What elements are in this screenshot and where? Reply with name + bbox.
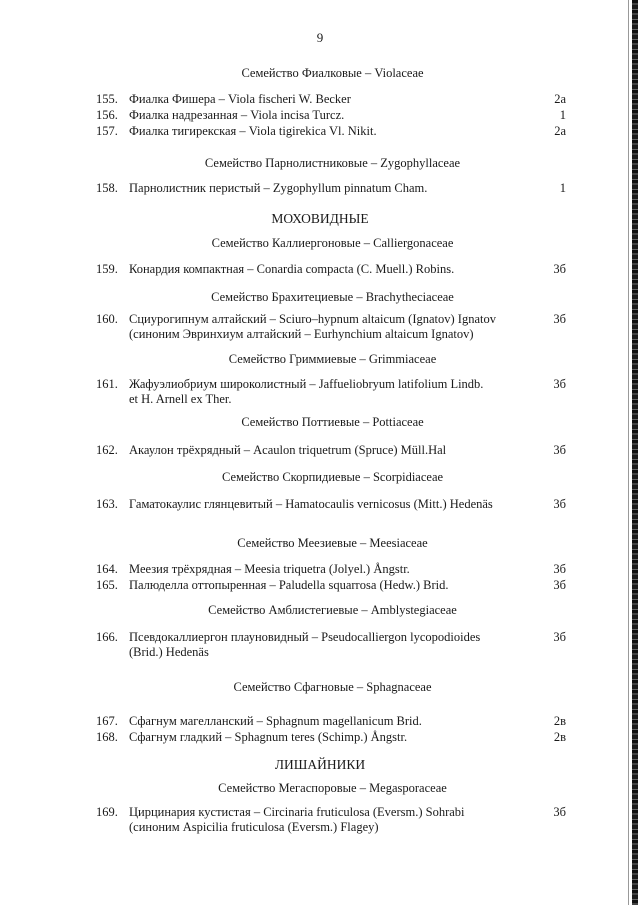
entry-name	[129, 377, 529, 407]
entry-name-line2: et H. Arnell ex Ther.	[129, 392, 232, 406]
rarity-category: 1	[559, 181, 566, 195]
entry-number: 166.	[96, 630, 118, 644]
family-heading: Семейство Брахитециевые – Brachytheciaceae	[211, 290, 454, 304]
family-heading: Семейство Фиалковые – Violaceae	[241, 66, 424, 80]
family-heading: Семейство Парнолистниковые – Zygophyllaceae	[204, 156, 461, 170]
rarity-category: 2а	[554, 92, 566, 106]
family-heading: Семейство Поттиевые – Pottiaceae	[241, 415, 424, 429]
rarity-category: 3б	[553, 578, 566, 592]
entry-name-line1: Сфагнум магелланский – Sphagnum magellanicum Brid.	[129, 714, 422, 728]
rarity-category: 3б	[553, 630, 566, 644]
rarity-category: 3б	[553, 262, 566, 276]
entry-name-line1: Парнолистник перистый – Zygophyllum pinnatum Cham.	[129, 181, 428, 195]
entry-name-line1: Жафуэлиобриум широколистный – Jaffueliobryum latifolium Lindb.	[129, 377, 484, 391]
entry-name	[129, 562, 529, 577]
entry-number: 165.	[96, 578, 118, 592]
entry-number: 156.	[96, 108, 118, 122]
entry-name	[129, 262, 529, 277]
entry-name-line2: (Brid.) Hedenäs	[129, 645, 209, 659]
entry-name	[129, 92, 529, 107]
entry-name-line2: (синоним Эвринхиум алтайский – Eurhynchium altaicum Ignatov)	[129, 327, 474, 341]
scan-edge-band	[632, 0, 638, 905]
rarity-category: 2а	[554, 124, 566, 138]
scan-edge-border	[626, 0, 640, 905]
entry-name-line1: Цирцинария кустистая – Circinaria fruticulosa (Eversm.) Sohrabi	[129, 805, 465, 819]
entry-number: 158.	[96, 181, 118, 195]
rarity-category: 2в	[553, 714, 566, 728]
entry-number: 169.	[96, 805, 118, 819]
entry-number: 167.	[96, 714, 118, 728]
entry-name	[129, 312, 529, 342]
entry-name-line1: Конардия компактная – Conardia compacta (C. Muell.) Robins.	[129, 262, 455, 276]
entry-name	[129, 443, 529, 458]
entry-name-line1: Фиалка тигирекская – Viola tigirekica Vl. Nikit.	[129, 124, 377, 138]
entry-number: 161.	[96, 377, 118, 391]
rarity-category: 3б	[553, 443, 566, 457]
rarity-category: 3б	[553, 312, 566, 326]
family-heading: Семейство Сфагновые – Sphagnaceae	[233, 680, 432, 694]
family-heading: Семейство Амблистегиевые – Amblystegiaceae	[208, 603, 457, 617]
entry-name-line1: Фиалка Фишера – Viola fischeri W. Becker	[129, 92, 351, 106]
entry-name-line1: Палюделла оттопыренная – Paludella squarrosa (Hedw.) Brid.	[129, 578, 449, 592]
entry-name	[129, 181, 529, 196]
family-heading: Семейство Гриммиевые – Grimmiaceae	[228, 352, 437, 366]
entry-name	[129, 714, 529, 729]
entry-name	[129, 124, 529, 139]
entry-name	[129, 805, 529, 835]
group-heading: МОХОВИДНЫЕ	[271, 211, 369, 226]
page-number: 9	[316, 30, 324, 45]
rarity-category: 3б	[553, 562, 566, 576]
entry-number: 163.	[96, 497, 118, 511]
entry-name-line1: Сциурогипнум алтайский – Sciuro–hypnum altaicum (Ignatov) Ignatov	[129, 312, 496, 326]
entry-name	[129, 578, 529, 593]
entry-number: 162.	[96, 443, 118, 457]
entry-name-line1: Сфагнум гладкий – Sphagnum teres (Schimp.) Ångstr.	[129, 730, 408, 744]
group-heading: ЛИШАЙНИКИ	[274, 757, 366, 772]
entry-number: 159.	[96, 262, 118, 276]
family-heading: Семейство Каллиергоновые – Calliergonaceae	[211, 236, 454, 250]
entry-number: 164.	[96, 562, 118, 576]
rarity-category: 3б	[553, 497, 566, 511]
rarity-category: 2в	[553, 730, 566, 744]
entry-name	[129, 630, 529, 660]
entry-name-line1: Фиалка надрезанная – Viola incisa Turcz.	[129, 108, 345, 122]
entry-name	[129, 730, 529, 745]
entry-name-line1: Гаматокаулис глянцевитый – Hamatocaulis vernicosus (Mitt.) Hedenäs	[129, 497, 493, 511]
entry-name	[129, 108, 529, 123]
entry-name-line1: Псевдокаллиергон плауновидный – Pseudocalliergon lycopodioides	[129, 630, 481, 644]
family-heading: Семейство Мегаспоровые – Megasporaceae	[218, 781, 447, 795]
entry-number: 160.	[96, 312, 118, 326]
family-heading: Семейство Меезиевые – Meesiaceae	[237, 536, 428, 550]
entry-name-line1: Акаулон трёхрядный – Acaulon triquetrum (Spruce) Müll.Hal	[129, 443, 447, 457]
rarity-category: 1	[559, 108, 566, 122]
rarity-category: 3б	[553, 805, 566, 819]
entry-number: 168.	[96, 730, 118, 744]
entry-name-line2: (синоним Aspicilia fruticulosa (Eversm.) Flagey)	[129, 820, 379, 834]
entry-name-line1: Меезия трёхрядная – Meesia triquetra (Jolyel.) Ångstr.	[129, 562, 410, 576]
entry-name	[129, 497, 529, 512]
entry-number: 157.	[96, 124, 118, 138]
entry-number: 155.	[96, 92, 118, 106]
rarity-category: 3б	[553, 377, 566, 391]
scan-edge-line	[628, 0, 629, 905]
family-heading: Семейство Скорпидиевые – Scorpidiaceae	[221, 470, 444, 484]
